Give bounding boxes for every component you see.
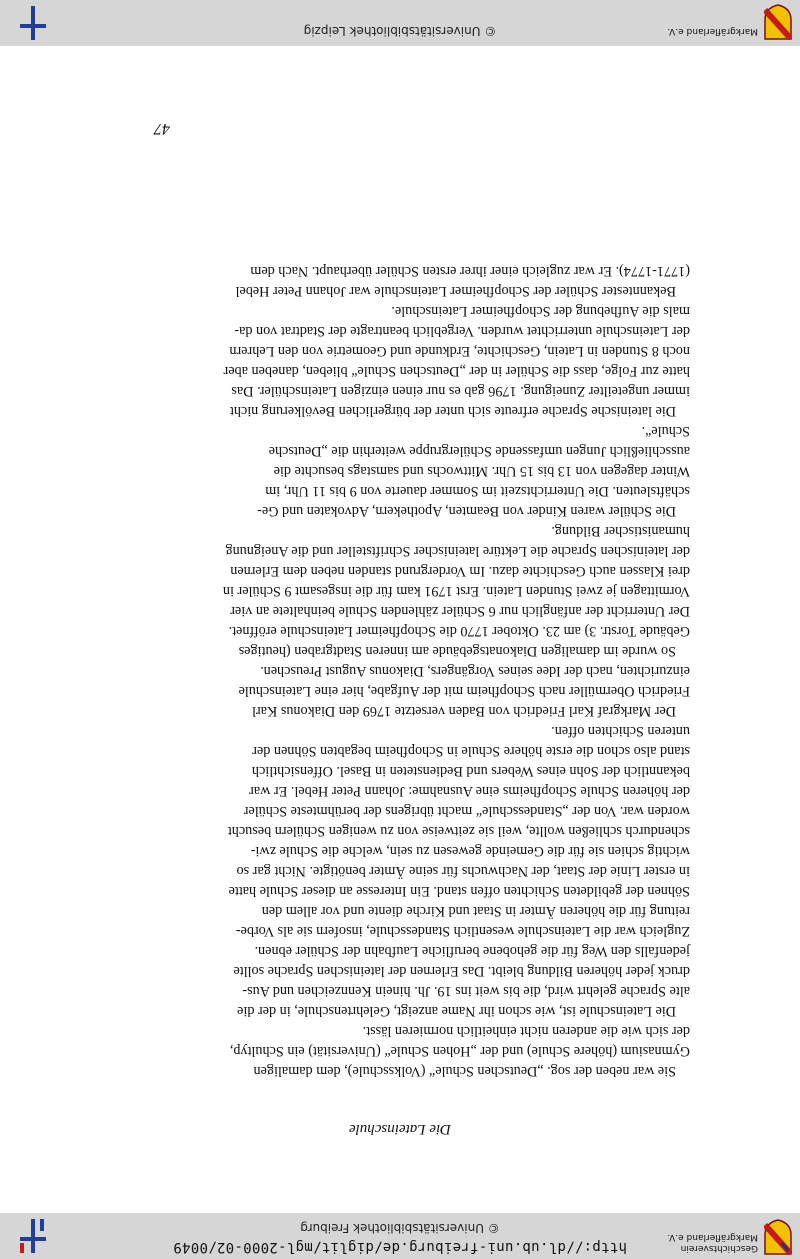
- text-line: Winter dagegen von 13 bis 15 Uhr. Mittwochs und samstags besuchte die: [273, 463, 690, 479]
- footer-copyright: © Universitätsbibliothek Leipzig: [303, 24, 497, 38]
- text-line: noch 8 Stunden in Latein, Geschichte, Erdkunde und Geometrie von den Lehrern: [229, 343, 690, 359]
- text-line: Vormittagen je zwei Stunden Latein. Erst 1791 kam für die insgesamt 9 Schüler in: [222, 583, 690, 599]
- text-line: druck jeder höheren Bildung bleibt. Das Erlernen der lateinischen Sprache sollte: [233, 963, 690, 979]
- association-line-2: Markgräflerland e.V.: [667, 1232, 758, 1242]
- text-line: jedenfalls den Weg für die gehobene berufliche Laufbahn der Schüler ebnen.: [254, 943, 690, 959]
- text-line: Die Lateinschule ist, wie schon ihr Name anzeigt, Gelehrtenschule, in der die: [237, 1003, 676, 1019]
- text-line: humanistischer Bildung.: [551, 523, 690, 539]
- text-line: mals die Aufhebung der Schopfheimer Lateinschule.: [391, 303, 690, 319]
- text-line: Schule“.: [641, 423, 690, 439]
- text-line: alte Sprache gelehrt wird, die bis weit ins 19. Jh. hinein Kennzeichen und Aus-: [242, 983, 690, 999]
- text-line: der höheren Schule Schopfheims eine Ausnahme: Johann Peter Hebel. Er war: [249, 783, 690, 799]
- text-line: schendurch schließen wollte, weil sie zeitweise von zu wenigen Schülern besucht: [227, 823, 690, 839]
- text-line: bekanntlich der Sohn eines Webers und Bediensteten in Basel. Offensichtlich: [251, 763, 690, 779]
- text-line: der lateinischen Sprache die Lektüre lateinischer Schriftsteller und die Aneignung: [225, 543, 690, 559]
- text-line: Sie war neben der sog. „Deutschen Schule“ (Volksschule), dem damaligen: [253, 1063, 676, 1079]
- text-line: Gymnasium (höhere Schule) und der „Hohen Schule“ (Universität) ein Schultyp,: [229, 1043, 690, 1059]
- text-line: Die lateinische Sprache erfreute sich unter der bürgerlichen Bevölkerung nicht: [229, 403, 676, 419]
- text-line: Söhnen der gebildeten Schichten offen stand. Ein Interesse an dieser Schule hatte: [228, 883, 690, 899]
- text-line: drei Klassen auch Geschichte dazu. Im Vordergrund standen neben dem Erlernen: [230, 563, 690, 579]
- library-logo-icon: [14, 1217, 50, 1255]
- text-line: Bekanntester Schüler der Schopfheimer Lateinschule war Johann Peter Hebel: [235, 283, 676, 299]
- text-line: einzurichten, nach der Idee seines Vorgängers, Diakonus August Preuschen.: [260, 663, 690, 679]
- text-line: Gebäude Torstr. 3) am 23. Oktober 1770 die Schopfheimer Lateinschule eröffnet.: [228, 623, 690, 639]
- text-line: So wurde im damaligen Diakonatsgebäude am inneren Stadtgraben (heutiges: [238, 643, 676, 659]
- text-line: schäftsleuten. Die Unterrichtszeit im Sommer dauerte von 9 bis 11 Uhr, im: [265, 483, 690, 499]
- text-line: worden war. Von der „Standesschule“ macht übrigens der berühmteste Schüler: [243, 803, 690, 819]
- text-line: ausschließlich Jungen umfassende Schülergruppe weiterhin die „Deutsche: [268, 443, 690, 459]
- text-line: Friedrich Obermüller nach Schopfheim mit der Aufgabe, hier eine Lateinschule: [238, 683, 690, 699]
- text-line: in erster Linie der Staat, der Nachwuchs für seine Ämter benötigte. Nicht gar so: [236, 863, 690, 879]
- text-line: reitung für die höheren Ämter in Staat und Kirche diente und vor allem den: [261, 903, 690, 919]
- page-number: 47: [154, 120, 170, 137]
- text-line: der sich wie die anderen nicht einheitlich normieren lässt.: [362, 1023, 690, 1039]
- text-line: wichtig schien sie für die Gemeinde gewesen zu sein, welche die Schule zwi-: [250, 843, 690, 859]
- section-title: Die Lateinschule: [348, 1121, 452, 1137]
- text-line: der Lateinschule unterrichtet wurden. Vergeblich beantragte der Stadtrat von da-: [234, 323, 690, 339]
- text-line: Zugleich war die Lateinschule wesentlich Standesschule, insofern sie als Vorbe-: [235, 923, 690, 939]
- text-line: immer ungeteilter Zuneigung. 1796 gab es nur einen einzigen Lateinschüler. Das: [231, 383, 690, 399]
- text-line: Die Schüler waren Kinder von Beamten, Apothekern, Advokaten und Ge-: [257, 503, 676, 519]
- text-line: (1771-1774). Er war zugleich einer ihrer ersten Schüler überhaupt. Nach dem: [250, 263, 690, 279]
- document-url[interactable]: http://dl.ub.uni-freiburg.de/diglit/mgl-2000-02/0049: [173, 1239, 627, 1255]
- text-line: unteren Schichten offen.: [551, 723, 690, 739]
- text-line: stand also schon die erste höhere Schule in Schopfheim begabten Söhnen der: [252, 743, 690, 759]
- article-body: [110, 261, 690, 1081]
- header-banner: [0, 1213, 800, 1259]
- footer-association: Markgräflerland e.V.: [667, 26, 758, 36]
- text-line: hatte zur Folge, dass die Schüler in der „Deutschen Schule“ blieben, daneben aber: [223, 363, 690, 379]
- copyright-notice: © Universitätsbibliothek Freiburg: [300, 1221, 500, 1235]
- text-line: Der Unterricht der anfänglich nur 6 Schüler zählenden Schule beinhaltete an vier: [230, 603, 690, 619]
- footer-banner: [0, 0, 800, 46]
- library-logo-icon: [14, 4, 50, 42]
- text-line: Der Markgraf Karl Friedrich von Baden versetzte 1769 den Diakonus Karl: [252, 703, 676, 719]
- association-line-1: Geschichtsverein: [680, 1243, 758, 1253]
